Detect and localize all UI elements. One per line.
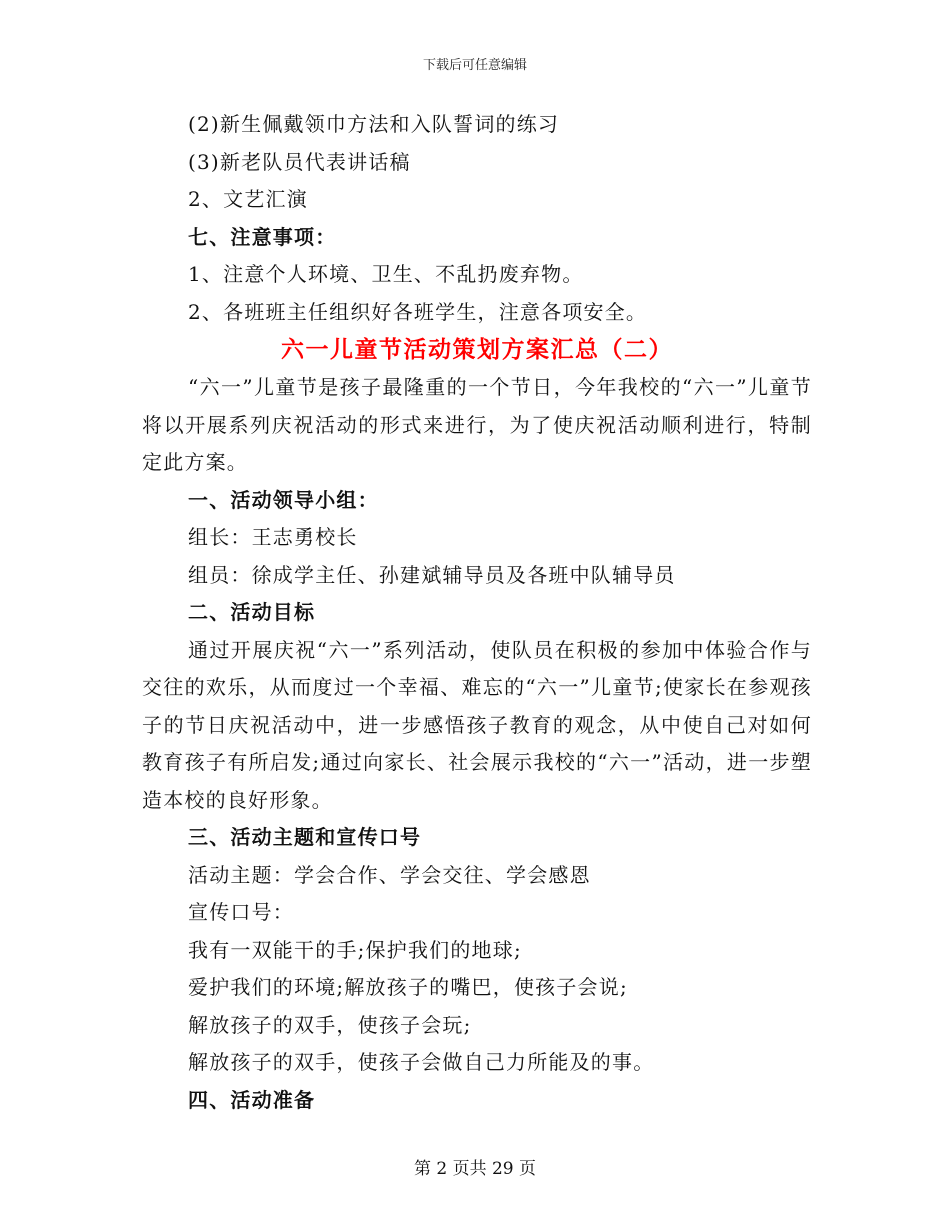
- intro-paragraph: “六一”儿童节是孩子最隆重的一个节日，今年我校的“六一”儿童节将以开展系列庆祝活动的形式来进行，为了使庆祝活动顺利进行，特制定此方案。: [142, 375, 812, 474]
- document-body: [142, 106, 812, 1119]
- list-item: 爱护我们的环境;解放孩子的嘴巴，使孩子会说;: [188, 975, 628, 999]
- list-item: 活动主题：学会合作、学会交往、学会感恩: [188, 862, 591, 887]
- list-item: 解放孩子的双手，使孩子会做自己力所能及的事。: [188, 1050, 655, 1074]
- list-item: 2、文艺汇演: [188, 187, 308, 211]
- list-item: 解放孩子的双手，使孩子会玩;: [188, 1012, 472, 1037]
- header-note: 下载后可任意编辑: [422, 58, 527, 73]
- section-heading: 一、活动领导小组：: [188, 487, 379, 512]
- list-item: 组员：徐成学主任、孙建斌辅导员及各班中队辅导员: [188, 562, 676, 587]
- section-heading: 三、活动主题和宣传口号: [188, 825, 422, 849]
- list-item: 2、各班班主任组织好各班学生，注意各项安全。: [188, 299, 648, 324]
- body-paragraph: 通过开展庆祝“六一”系列活动，使队员在积极的参加中体验合作与交往的欢乐，从而度过一个幸福、难忘的“六一”儿童节;使家长在参观孩子的节日庆祝活动中，进一步感悟孩子教育的观念，从中使自己对如何教育孩子有所启发;通过向家长、社会展示我校的“六一”活动，进一步塑造本校的良好形象。: [142, 637, 812, 812]
- page-footer: 第 2 页共 29 页: [413, 1159, 537, 1179]
- list-item: (3)新老队员代表讲话稿: [188, 149, 411, 174]
- list-item: 宣传口号：: [188, 900, 294, 924]
- list-item: (2)新生佩戴领巾方法和入队誓词的练习: [188, 112, 560, 136]
- section-heading: 七、注意事项：: [188, 224, 337, 249]
- section-heading: 四、活动准备: [188, 1087, 316, 1112]
- list-item: 组长：王志勇校长: [188, 525, 358, 549]
- section-heading: 二、活动目标: [188, 600, 316, 624]
- list-item: 我有一双能干的手;保护我们的地球;: [188, 937, 522, 962]
- document-title: 六一儿童节活动策划方案汇总（二）: [281, 336, 673, 363]
- list-item: 1、注意个人环境、卫生、不乱扔废弃物。: [188, 262, 584, 286]
